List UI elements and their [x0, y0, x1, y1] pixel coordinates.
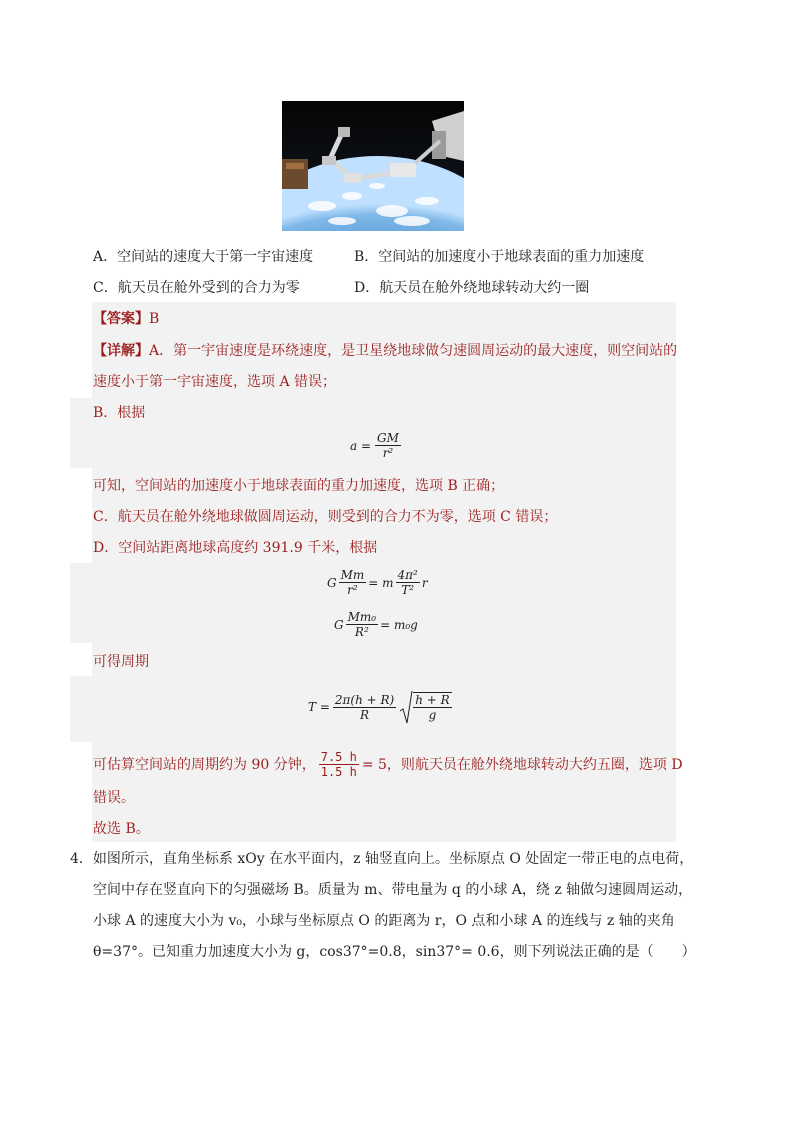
question-4-line-1: 4．如图所示，直角坐标系 xOy 在水平面内，z 轴竖直向上。坐标原点 O 处固定一带正电的点电荷， [70, 851, 694, 867]
ratio-numerator: 7.5 h [320, 750, 357, 764]
formula-2-fraction-left [339, 568, 367, 597]
explanation-text-1: A．第一宇宙速度是环绕速度，是卫星绕地球做匀速圆周运动的最大速度，则空间站的 [149, 343, 678, 359]
explanation-line-7: 可得周期 [93, 654, 149, 670]
formula-2-numerator-2: 4π² [397, 568, 418, 582]
explanation-line-8 [93, 750, 683, 779]
formula-2-denominator-2: T² [401, 583, 415, 597]
explanation-label: 【详解】 [93, 343, 149, 359]
formula-3-fraction [346, 610, 378, 639]
formula-4-sqrt-fraction [413, 692, 451, 722]
answer-label: 【答案】 [93, 311, 149, 327]
formula-2-g: G [327, 575, 337, 590]
explanation-line-2: 速度小于第一宇宙速度，选项 A 错误； [93, 374, 337, 390]
ratio-denominator: 1.5 h [320, 765, 357, 779]
formula-1-fraction [375, 431, 401, 460]
formula-4-sqrt-numerator: h + R [415, 693, 450, 707]
question-4-line-2: 空间中存在竖直向下的匀强磁场 B。质量为 m、带电量为 q 的小球 A，绕 z 轴做匀速圆周运动， [93, 882, 693, 898]
formula-1-numerator: GM [377, 431, 399, 445]
formula-4-denominator: R [360, 707, 370, 722]
option-a: A．空间站的速度大于第一宇宙速度 [93, 249, 314, 265]
ratio-fraction [319, 750, 359, 779]
option-c: C．航天员在舱外受到的合力为零 [93, 280, 300, 296]
explanation-line-5: C．航天员在舱外绕地球做圆周运动，则受到的合力不为零，选项 C 错误； [93, 509, 558, 525]
formula-gravitation [327, 568, 428, 597]
formula-4-fraction [333, 693, 396, 722]
explanation-band-3 [92, 643, 676, 676]
option-d: D．航天员在舱外绕地球转动大约一圈 [354, 280, 590, 296]
formula-4-numerator: 2π(h + R) [334, 692, 395, 707]
formula-2-denominator: r² [347, 583, 358, 597]
formula-period [308, 689, 452, 725]
explanation-line-4: 可知，空间站的加速度小于地球表面的重力加速度，选项 B 正确； [93, 478, 505, 494]
formula-1-lhs: a = [350, 438, 372, 453]
answer-line [93, 309, 159, 329]
sqrt-group [399, 689, 451, 725]
answer-value: B [149, 311, 160, 327]
sqrt-sign-icon [399, 689, 413, 725]
question-4-line-3: 小球 A 的速度大小为 v₀，小球与坐标原点 O 的距离为 r，O 点和小球 A 的连线与 z 轴的夹角 [93, 913, 675, 929]
formula-4-sqrt-denominator: g [428, 708, 437, 722]
option-b: B．空间站的加速度小于地球表面的重力加速度 [354, 249, 645, 265]
explanation-line-1 [93, 341, 677, 361]
explanation-line-10: 故选 B。 [93, 821, 150, 837]
space-station-photo [282, 101, 464, 231]
formula-3-numerator: Mm₀ [347, 610, 377, 624]
formula-1-denominator: r² [382, 446, 394, 460]
explanation-line-6: D．空间站距离地球高度约 391.9 千米，根据 [93, 540, 378, 556]
formula-surface-gravity [334, 610, 418, 639]
formula-acceleration [350, 431, 401, 460]
question-4-line-4: θ=37°。已知重力加速度大小为 g，cos37°=0.8，sin37°= 0.6，则下列说法正确的是（ ） [93, 944, 696, 960]
formula-3-rhs: = m₀g [380, 617, 418, 632]
explanation-line-8b: = 5，则航天员在舱外绕地球转动大约五圈，选项 D [361, 756, 683, 773]
formula-4-lhs: T = [308, 700, 330, 714]
formula-2-end: r [421, 575, 428, 590]
formula-3-denominator: R² [354, 625, 369, 639]
explanation-line-3: B．根据 [93, 405, 146, 421]
formula-3-g: G [334, 617, 344, 632]
formula-2-numerator: Mm [340, 568, 365, 582]
explanation-line-8a: 可估算空间站的周期约为 90 分钟， [93, 756, 316, 773]
explanation-line-9: 错误。 [93, 790, 135, 806]
formula-2-fraction-right [396, 568, 420, 597]
formula-2-mid: = m [368, 575, 394, 590]
